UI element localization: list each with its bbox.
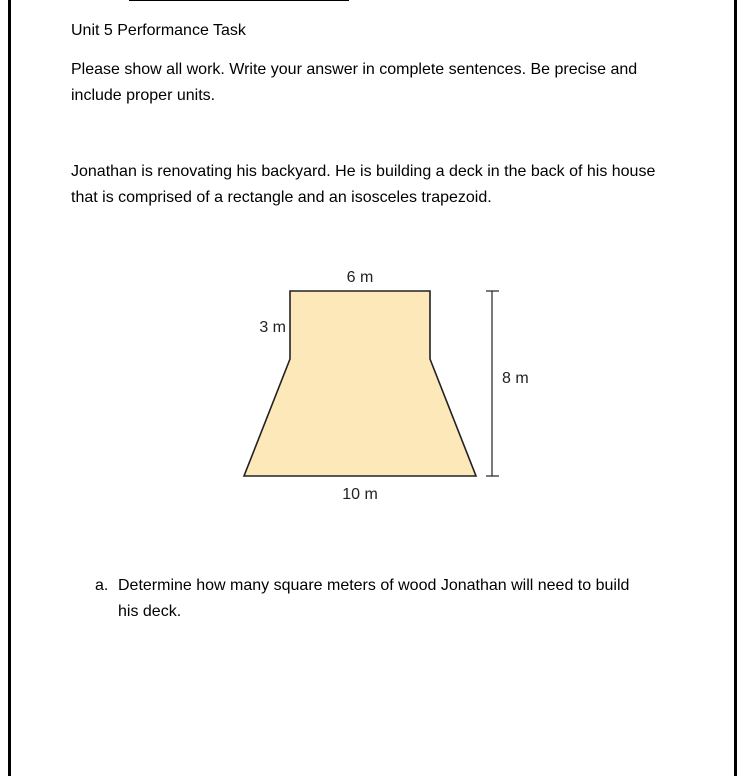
question-marker: a. (95, 577, 109, 594)
label-top-width: 6 m (346, 269, 374, 286)
label-total-height: 8 m (502, 370, 529, 387)
question-line-2: his deck. (118, 603, 182, 620)
label-rectangle-height: 3 m (259, 319, 286, 336)
page-title: Unit 5 Performance Task (71, 22, 246, 39)
instructions-line-1: Please show all work. Write your answer in complete sentences. Be precise and (71, 61, 638, 78)
question-line-1: Determine how many square meters of wood Jonathan will need to build (118, 577, 630, 594)
label-bottom-width: 10 m (342, 486, 378, 503)
problem-text-line-2: that is comprised of a rectangle and an isosceles trapezoid. (71, 189, 492, 206)
instructions-line-2: include proper units. (71, 87, 216, 104)
problem-text-line-1: Jonathan is renovating his backyard. He is building a deck in the back of his house (71, 163, 656, 180)
